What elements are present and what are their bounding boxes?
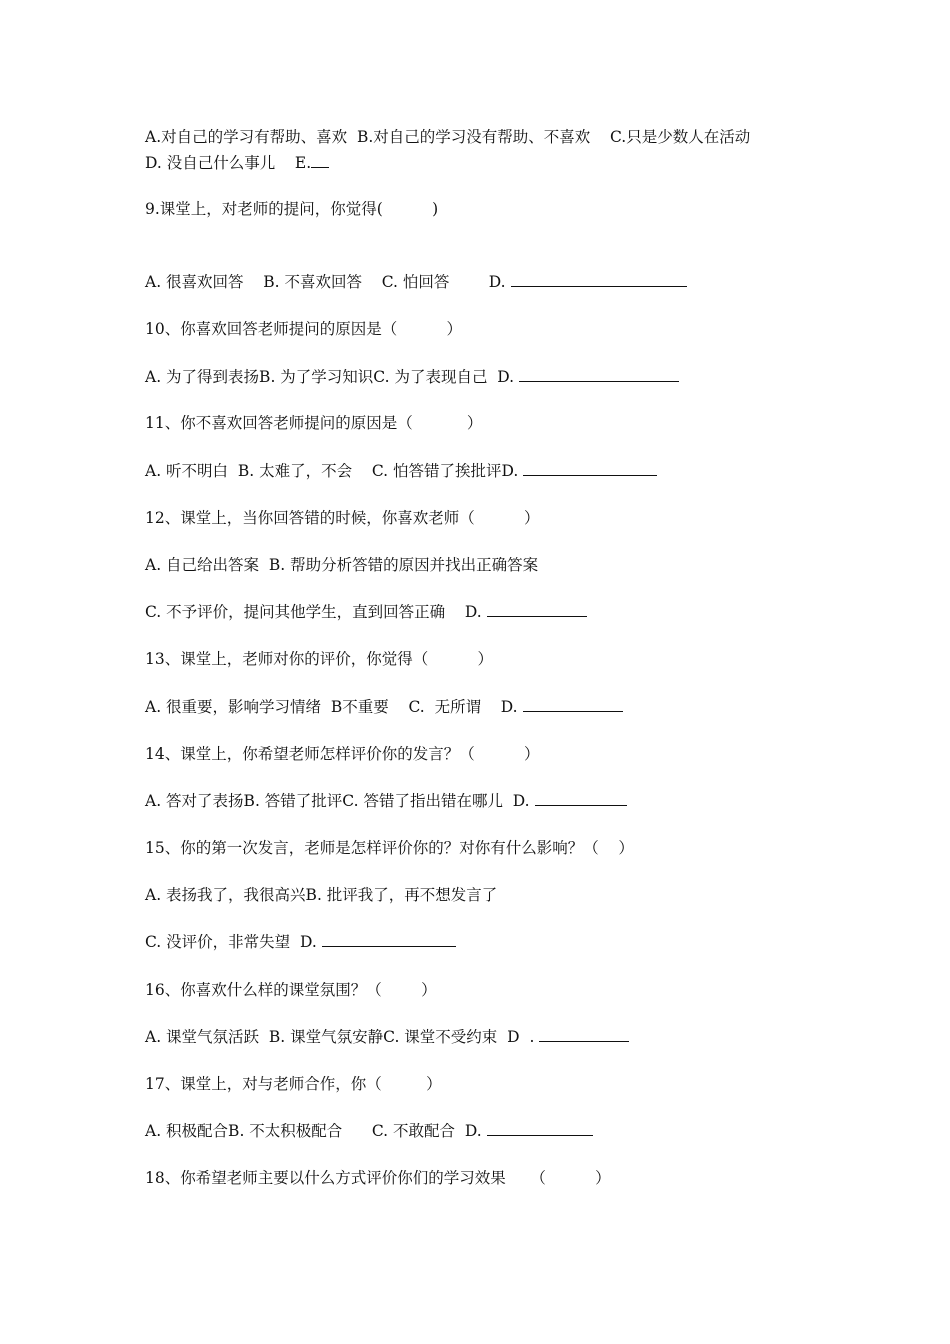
q16-options-text: A. 课堂气氛活跃 B. 课堂气氛安静C. 课堂不受约束 D . xyxy=(145,1028,535,1046)
question-16: 16、你喜欢什么样的课堂氛围？（ ） xyxy=(145,981,437,999)
q11-options-text: A. 听不明白 B. 太难了，不会 C. 怕答错了挨批评D. xyxy=(145,462,519,480)
question-15: 15、你的第一次发言，老师是怎样评价你的？对你有什么影响？（ ） xyxy=(145,839,634,857)
question-13: 13、课堂上，老师对你的评价，你觉得（ ） xyxy=(145,650,493,668)
q16-options xyxy=(145,1027,629,1047)
question-17: 17、课堂上，对与老师合作，你（ ） xyxy=(145,1075,442,1093)
question-14: 14、课堂上，你希望老师怎样评价你的发言？（ ） xyxy=(145,745,540,763)
q13-options xyxy=(145,697,623,717)
q15-answer-blank[interactable] xyxy=(322,932,456,947)
q9-answer-blank[interactable] xyxy=(511,272,687,287)
question-9: 9.课堂上，对老师的提问，你觉得( ) xyxy=(145,200,439,218)
q10-options-text: A. 为了得到表扬B. 为了学习知识C. 为了表现自己 D. xyxy=(145,368,515,386)
q15-options-text: C. 没评价，非常失望 D. xyxy=(145,933,317,951)
q12-options-line2 xyxy=(145,602,587,622)
q8-answer-blank[interactable] xyxy=(311,153,329,168)
question-18: 18、你希望老师主要以什么方式评价你们的学习效果 （ ） xyxy=(145,1169,611,1187)
q12-options-text: C. 不予评价，提问其他学生，直到回答正确 D. xyxy=(145,603,482,621)
q8-options-text: D. 没自己什么事儿 E. xyxy=(145,154,312,172)
q10-options xyxy=(145,367,679,387)
q14-options-text: A. 答对了表扬B. 答错了批评C. 答错了指出错在哪儿 D. xyxy=(145,792,530,810)
q8-options-line2 xyxy=(145,153,329,173)
q17-options xyxy=(145,1121,593,1141)
q17-options-text: A. 积极配合B. 不太积极配合 C. 不敢配合 D. xyxy=(145,1122,482,1140)
q12-options-line1: A. 自己给出答案 B. 帮助分析答错的原因并找出正确答案 xyxy=(145,556,539,574)
q9-options xyxy=(145,272,687,292)
q8-options-line1: A.对自己的学习有帮助、喜欢 B.对自己的学习没有帮助、不喜欢 C.只是少数人在活动 xyxy=(145,128,751,146)
q11-answer-blank[interactable] xyxy=(523,461,657,476)
q13-answer-blank[interactable] xyxy=(523,697,623,712)
q10-answer-blank[interactable] xyxy=(519,367,679,382)
q11-options xyxy=(145,461,657,481)
question-12: 12、课堂上，当你回答错的时候，你喜欢老师（ ） xyxy=(145,509,540,527)
q13-options-text: A. 很重要，影响学习情绪 B不重要 C. 无所谓 D. xyxy=(145,698,518,716)
q15-options-line1: A. 表扬我了，我很高兴B. 批评我了，再不想发言了 xyxy=(145,886,498,904)
q12-answer-blank[interactable] xyxy=(487,602,587,617)
q16-answer-blank[interactable] xyxy=(539,1027,629,1042)
q14-answer-blank[interactable] xyxy=(535,791,627,806)
question-10: 10、你喜欢回答老师提问的原因是（ ） xyxy=(145,320,462,338)
question-11: 11、你不喜欢回答老师提问的原因是（ ） xyxy=(145,414,483,432)
q17-answer-blank[interactable] xyxy=(487,1121,593,1136)
q14-options xyxy=(145,791,627,811)
q9-options-text: A. 很喜欢回答 B. 不喜欢回答 C. 怕回答 D. xyxy=(145,273,506,291)
q15-options-line2 xyxy=(145,932,456,952)
